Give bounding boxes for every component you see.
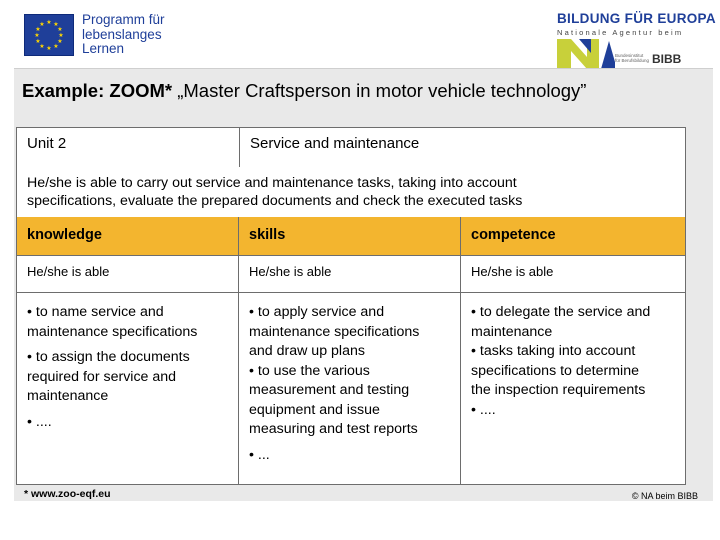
competence-line: specifications to determine — [471, 362, 639, 379]
title-lead: Example: ZOOM* — [22, 80, 173, 101]
bfe-title: BILDUNG FÜR EUROPA — [557, 11, 716, 26]
competence-body — [471, 303, 650, 420]
program-logo-text — [82, 13, 165, 57]
bibb-small-line: für Berufsbildung — [615, 58, 650, 63]
footer-copyright: © NA beim BIBB — [631, 491, 698, 501]
column-subheader — [461, 256, 685, 293]
header-knowledge: knowledge — [27, 227, 102, 243]
svg-text:★: ★ — [35, 26, 41, 33]
column-header — [239, 217, 461, 256]
footer-source: * www.zoo-eqf.eu — [24, 488, 111, 500]
svg-text:★: ★ — [46, 45, 52, 52]
slide-title — [22, 80, 702, 102]
svg-text:★: ★ — [53, 21, 59, 28]
subheader-competence: He/she is able — [471, 264, 554, 279]
bfe-subtitle: Nationale Agentur beim — [557, 28, 684, 37]
unit-label-cell — [17, 128, 239, 168]
svg-text:★: ★ — [58, 32, 64, 39]
unit-label: Unit 2 — [27, 135, 67, 152]
competence-line: • .... — [471, 401, 496, 418]
skills-line: maintenance specifications — [249, 323, 420, 340]
eu-flag-icon — [24, 14, 74, 56]
svg-text:★: ★ — [35, 38, 41, 45]
competence-line: • tasks taking into account — [471, 343, 636, 359]
competence-line: maintenance — [471, 323, 553, 340]
column-header — [461, 217, 685, 256]
title-rest: „Master Craftsperson in motor vehicle technology” — [172, 80, 587, 101]
national-agency-logo — [553, 11, 716, 67]
header-skills: skills — [249, 227, 286, 243]
skills-line: • to apply service and — [249, 304, 385, 320]
knowledge-line: required for service and — [27, 368, 177, 385]
header-competence: competence — [471, 227, 556, 243]
page-header — [0, 0, 720, 68]
program-logo-line: Programm für — [82, 12, 165, 27]
knowledge-line: • to name service and — [27, 304, 164, 320]
description-line: He/she is able to carry out service and maintenance tasks, taking into account — [27, 175, 517, 191]
competence-column — [460, 217, 685, 484]
knowledge-line: • .... — [27, 413, 52, 430]
skills-line: equipment and issue — [249, 401, 380, 418]
svg-text:★: ★ — [46, 19, 52, 26]
description-line: specifications, evaluate the prepared documents and check the executed tasks — [27, 193, 523, 209]
skills-line: measuring and test reports — [249, 421, 418, 437]
knowledge-line: maintenance — [27, 388, 109, 404]
unit-row — [16, 127, 686, 169]
skills-line: • to use the various — [249, 362, 370, 379]
bibb-small-text — [615, 53, 649, 63]
svg-text:★: ★ — [39, 43, 45, 50]
svg-text:★: ★ — [57, 38, 63, 45]
outcomes-table — [16, 217, 686, 485]
competence-line: the inspection requirements — [471, 382, 646, 398]
bibb-label: BIBB — [652, 52, 682, 66]
knowledge-column — [17, 217, 238, 484]
unit-name-cell — [239, 128, 685, 168]
column-header — [17, 217, 238, 256]
column-subheader — [17, 256, 238, 293]
program-logo-line: lebenslanges — [82, 26, 162, 42]
unit-name: Service and maintenance — [250, 135, 420, 152]
bibb-small-line: Bundesinstitut — [615, 53, 644, 58]
svg-text:★: ★ — [53, 43, 59, 50]
knowledge-line: • to assign the documents — [27, 349, 190, 365]
knowledge-body — [27, 303, 197, 432]
subheader-knowledge: He/she is able — [27, 264, 110, 279]
unit-description — [27, 174, 677, 210]
skills-line: • ... — [249, 446, 270, 463]
column-subheader — [239, 256, 461, 293]
skills-line: measurement and testing — [249, 382, 410, 398]
svg-text:★: ★ — [57, 26, 63, 33]
knowledge-line: maintenance specifications — [27, 323, 198, 340]
skills-column — [238, 217, 461, 484]
program-logo-line: Lernen — [82, 41, 125, 56]
skills-body — [249, 303, 419, 465]
svg-text:★: ★ — [39, 21, 45, 28]
skills-line: and draw up plans — [249, 343, 365, 359]
description-row — [16, 167, 686, 218]
competence-line: • to delegate the service and — [471, 304, 651, 320]
svg-text:★: ★ — [34, 32, 40, 39]
subheader-skills: He/she is able — [249, 264, 332, 279]
